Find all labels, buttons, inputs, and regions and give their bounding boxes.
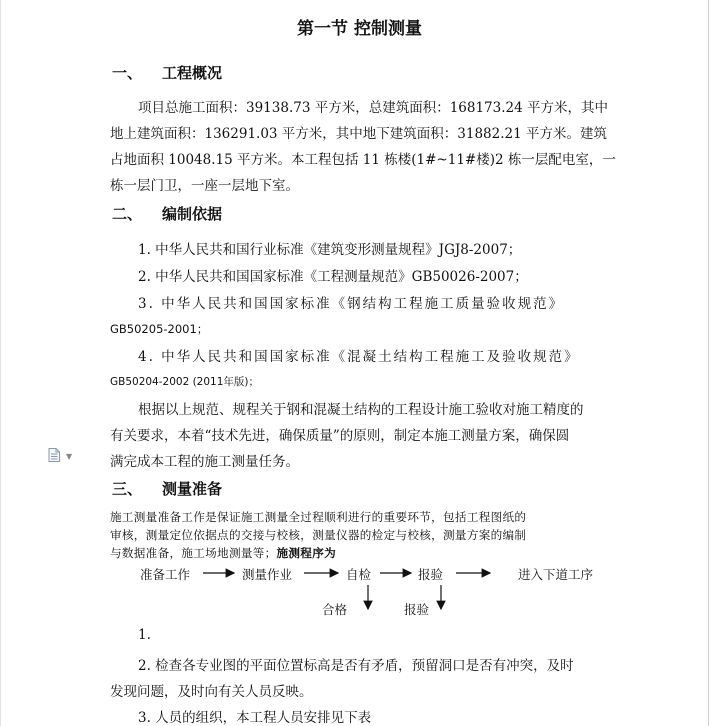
prep-item: 2. 检查各专业图的平面位置标高是否有矛盾，预留洞口是否有冲突，及时 <box>138 658 574 674</box>
basis-item: 2. 中华人民共和国国家标准《工程测量规范》GB50026-2007； <box>138 269 528 285</box>
flow-step-measure: 测量作业 <box>242 567 293 582</box>
flow-step-selfcheck: 自检 <box>346 567 372 582</box>
flow-result-pass: 合格 <box>322 602 348 617</box>
chevron-down-icon[interactable]: ▼ <box>66 452 73 461</box>
section-title: 测量准备 <box>162 480 223 498</box>
prep-item: 1. <box>138 627 151 643</box>
overview-line: 占地面积 10048.15 平方米。本工程包括 11 栋楼(1#~11#楼)2 栋一层配电室，一 <box>110 152 616 168</box>
flow-step-report: 报验 <box>418 567 444 582</box>
prep-line: 审核，测量定位依据点的交接与校核，测量仪器的检定与校核，测量方案的编制 <box>110 528 527 542</box>
overview-line: 地上建筑面积：136291.03 平方米，其中地下建筑面积：31882.21 平方米。建筑 <box>110 126 608 142</box>
section-number: 二、 <box>112 205 143 223</box>
section-number: 三、 <box>112 480 143 498</box>
basis-item: 3. 中华人民共和国国家标准《钢结构工程施工质量验收规范》 <box>138 296 565 312</box>
overview-line: 栋一层门卫，一座一层地下室。 <box>110 178 299 194</box>
section-title: 编制依据 <box>162 205 223 223</box>
basis-item: 4. 中华人民共和国国家标准《混凝土结构工程施工及验收规范》 <box>138 349 580 365</box>
basis-paragraph-line: 有关要求，本着“技术先进，确保质量”的原则，制定本施工测量方案，确保圆 <box>110 428 570 444</box>
flow-step-prepare: 准备工作 <box>140 567 191 582</box>
prep-line-text: 与数据准备，施工场地测量等； <box>110 546 277 560</box>
procedure-label: 施测程序为 <box>276 546 336 560</box>
basis-paragraph-line: 满完成本工程的施工测量任务。 <box>110 454 299 470</box>
basis-paragraph-line: 根据以上规范、规程关于钢和混凝土结构的工程设计施工验收对施工精度的 <box>138 402 584 418</box>
basis-item: 1. 中华人民共和国行业标准《建筑变形测量规程》JGJ8-2007； <box>138 242 522 258</box>
basis-item-cont: GB50204-2002 (2011年版)； <box>110 376 260 388</box>
page-title: 第一节 控制测量 <box>297 19 422 39</box>
prep-line: 施工测量准备工作是保证施工测量全过程顺利进行的重要环节，包括工程图纸的 <box>110 510 527 524</box>
prep-item: 3. 人员的组织，本工程人员安排见下表 <box>138 710 372 726</box>
section-title: 工程概况 <box>162 64 223 82</box>
basis-item-cont: GB50205-2001； <box>110 322 209 336</box>
overview-line: 项目总施工面积：39138.73 平方米，总建筑面积：168173.24 平方米，其中 <box>138 100 609 116</box>
flow-result-report: 报验 <box>404 602 430 617</box>
prep-item-cont: 发现问题，及时向有关人员反映。 <box>110 684 313 700</box>
section-number: 一、 <box>112 64 143 82</box>
flow-step-next: 进入下道工序 <box>518 567 594 582</box>
